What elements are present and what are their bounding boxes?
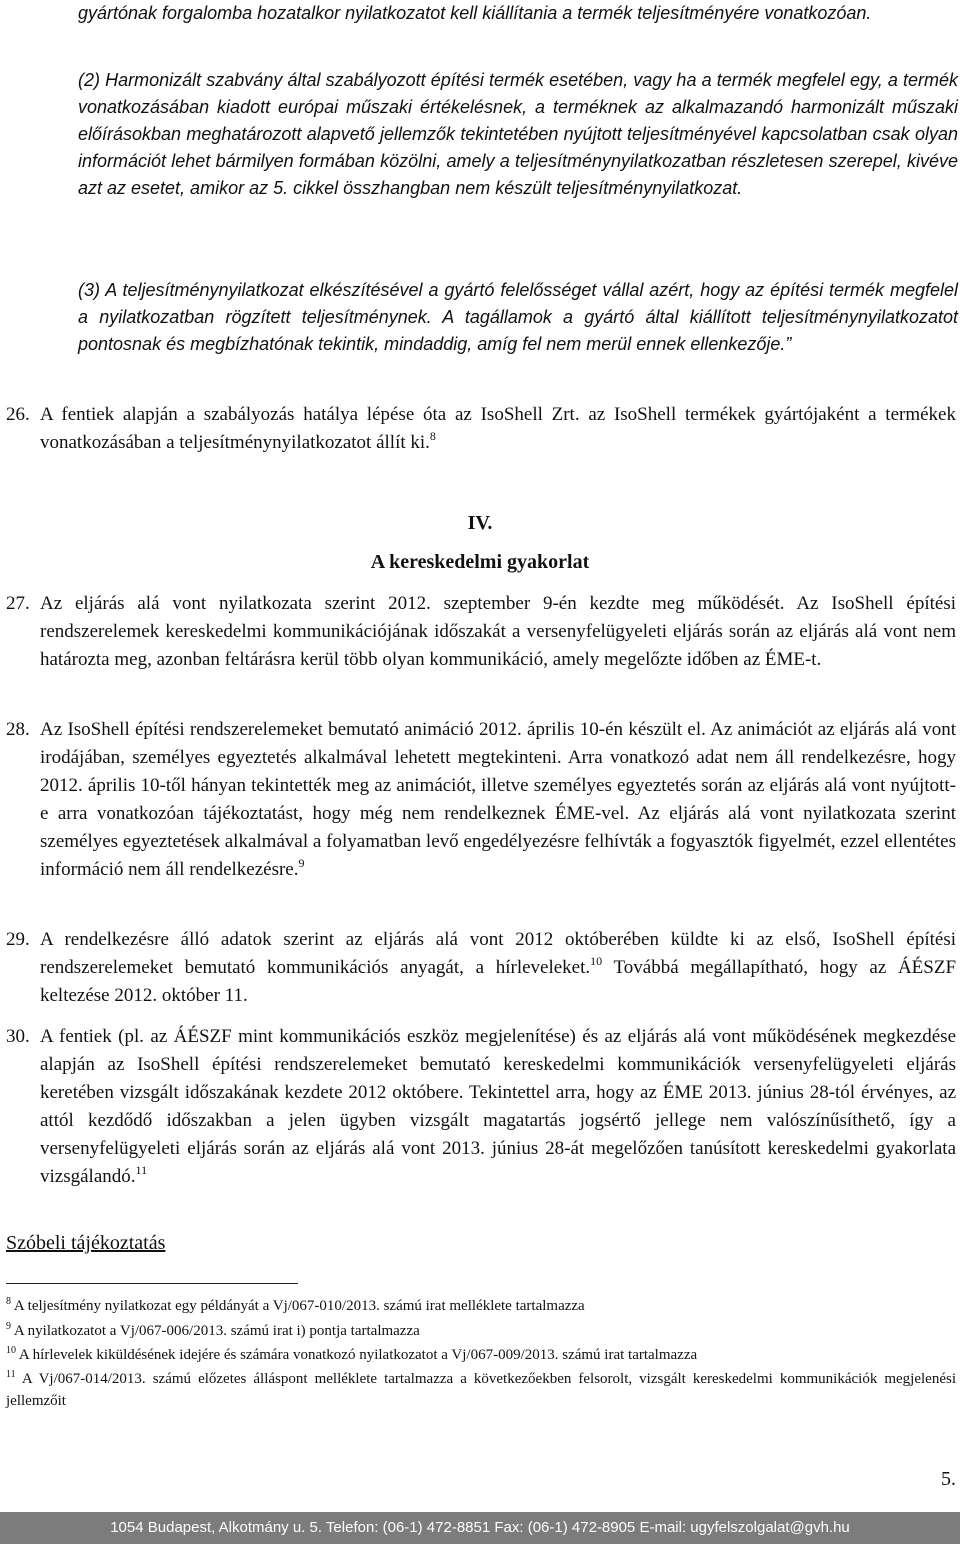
- page-number: 5.: [941, 1468, 956, 1490]
- footnote-number: 8: [6, 1296, 11, 1307]
- paragraph-number: 27.: [6, 593, 30, 614]
- paragraph-text: A rendelkezésre álló adatok szerint az eljárás alá vont 2012 októberében küldte ki az első, IsoShell építési rendszerelemeket bemutató kommunikációs anyagát, a hírleveleket.$^{10}$ Továbbá megállapítható, hogy az ÁÉSZF keltezése 2012. október 11.: [40, 929, 957, 1006]
- footnote-number: 9: [6, 1321, 11, 1332]
- footnote-divider: [6, 1283, 298, 1284]
- paragraph-text: Az eljárás alá vont nyilatkozata szerint 2012. szeptember 9-én kezdte meg működését. Az IsoShell építési rendszerelemek kereskedelmi kommunikációjának időszakát a versenyfelügyeleti eljárás során az eljárás alá vont nem határozta meg, azonban feltárásra kerül több olyan kommunikáció, amely megelőzte időben az ÉME-t.: [40, 593, 956, 670]
- footnote-ref: 8: [429, 429, 436, 443]
- footnote-ref: 10: [590, 954, 603, 968]
- paragraph-27: [6, 590, 956, 674]
- quote-continuation: [78, 0, 958, 27]
- footnote-number: 10: [6, 1345, 16, 1356]
- footnote-9: $^9$ A nyilatkozatot a Vj/067-006/2013. számú irat i) pontja tartalmazza: [6, 1321, 420, 1339]
- quote-paragraph-3: [78, 277, 958, 358]
- footnote-11: $^{11}$ A Vj/067-014/2013. számú előzetes álláspont melléklete tartalmazza a következőekben felsorolt, vizsgált kereskedelmi kommunikációk megjelenési jellemzőit: [6, 1369, 956, 1409]
- paragraph-number: 30.: [6, 1026, 30, 1047]
- section-title: A kereskedelmi gyakorlat: [370, 551, 590, 573]
- paragraph-29: [6, 926, 956, 1010]
- page-footer: 1054 Budapest, Alkotmány u. 5. Telefon: (06-1) 472-8851 Fax: (06-1) 472-8905 E-mail: ugyfelszolgalat@gvh.hu: [0, 1512, 960, 1544]
- paragraph-text: A fentiek alapján a szabályozás hatálya lépése óta az IsoShell Zrt. az IsoShell termékek gyártójaként a termékek vonatkozásában a teljesítménynyilatkozatot állít ki.$^8$: [40, 404, 956, 453]
- paragraph-26: [6, 401, 956, 457]
- paragraph-28: [6, 716, 956, 884]
- quote-continuation-text: gyártónak forgalomba hozatalkor nyilatkozatot kell kiállítania a termék teljesítményére vonatkozóan.: [78, 3, 872, 23]
- subheading: Szóbeli tájékoztatás: [6, 1232, 166, 1254]
- footnote-10: $^{10}$ A hírlevelek kiküldésének idejére és számára vonatkozó nyilatkozatot a Vj/067-009/2013. számú irat tartalmazza: [6, 1345, 698, 1363]
- quote-paragraph-3-text: (3) A teljesítménynyilatkozat elkészítésével a gyártó felelősséget vállal azért, hogy az építési termék megfelel a nyilatkozatban rögzített teljesítménynek. A tagállamok a gyártó által kiállított teljesítménynyilatkozatot pontosnak és megbízhatónak tekintik, mindaddig, amíg fel nem merül ennek ellenkezője.”: [78, 280, 958, 354]
- footnote-8: $^8$ A teljesítmény nyilatkozat egy példányát a Vj/067-010/2013. számú irat melléklete tartalmazza: [6, 1296, 585, 1314]
- paragraph-text: A fentiek (pl. az ÁÉSZF mint kommunikációs eszköz megjelenítése) és az eljárás alá vont működésének megkezdése alapján az IsoShell építési rendszerelemeket bemutató kereskedelmi kommunikációk versenyfelügyeleti eljárás keretében vizsgált időszakának kezdete 2012 októbere. Tekintettel arra, hogy az ÉME 2013. június 28-tól érvényes, az attól kezdődő időszakban a jelen ügyben vizsgált magatartás jogsértő jellege nem valószínűsíthető, így a versenyfelügyeleti eljárás során az eljárás alá vont 2013. június 28-át megelőzően tanúsított kereskedelmi gyakorlata vizsgálandó.$^{11}$: [40, 1026, 956, 1187]
- footnote-ref: 9: [298, 856, 305, 870]
- quote-paragraph-2: [78, 67, 958, 202]
- paragraph-30: [6, 1023, 956, 1191]
- paragraph-text: Az IsoShell építési rendszerelemeket bemutató animáció 2012. április 10-én készült el. Az animációt az eljárás alá vont irodájában, személyes egyeztetés alkalmával lehetett megtekinteni. Arra vonatkozó adat nem áll rendelkezésre, hogy 2012. április 10-től hányan tekintették meg az animációt, illetve személyes egyeztetés során az eljárás alá vont nyújtott-e arra vonatkozóan tájékoztatást, hogy még nem rendelkeznek ÉME-vel. Az eljárás alá vont nyilatkozata szerint személyes egyeztetések alkalmával a folyamatban levő engedélyezésre felhívták a fogyasztók figyelmét, ezzel ellentétes információ nem áll rendelkezésre.$^9$: [40, 719, 956, 880]
- paragraph-number: 26.: [6, 404, 30, 425]
- footnote-ref: 11: [135, 1163, 148, 1177]
- footnote-number: 11: [6, 1369, 16, 1380]
- paragraph-number: 29.: [6, 929, 30, 950]
- paragraph-number: 28.: [6, 719, 30, 740]
- quote-paragraph-2-text: (2) Harmonizált szabvány által szabályozott építési termék esetében, vagy ha a termék megfelel egy, a termék vonatkozásában kiadott európai műszaki értékelésnek, a terméknek az alkalmazandó harmonizált műszaki előírásokban meghatározott alapvető jellemzők tekintetében nyújtott teljesítményével kapcsolatban csak olyan információt lehet bármilyen formában közölni, amely a teljesítménynyilatkozatban részletesen szerepel, kivéve azt az esetet, amikor az 5. cikkel összhangban nem készült teljesítménynyilatkozat.: [78, 70, 958, 198]
- section-number: IV.: [467, 512, 493, 534]
